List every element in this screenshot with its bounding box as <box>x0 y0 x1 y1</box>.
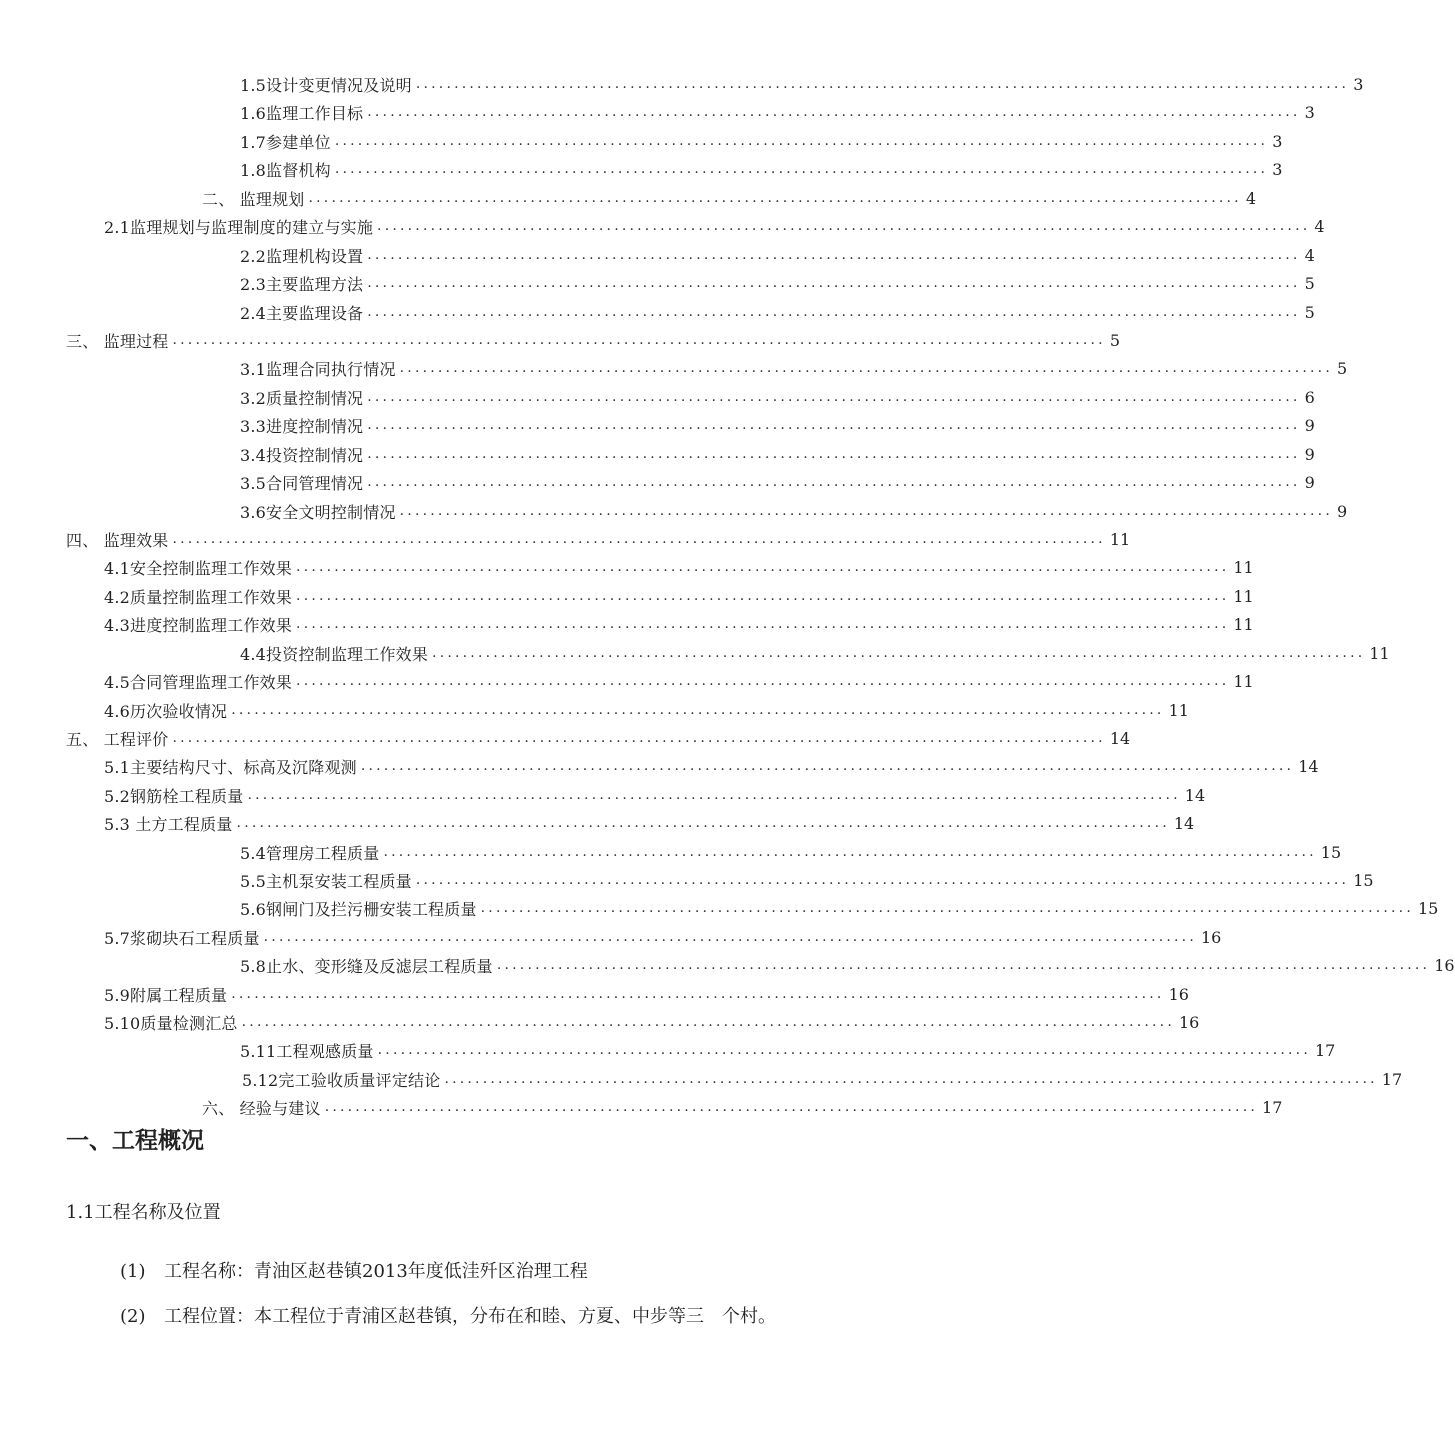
toc-entry-label: 1.6监理工作目标 <box>240 103 364 123</box>
toc-entry[interactable] <box>240 838 1342 866</box>
toc-entry-label: 六、 经验与建议 <box>202 1098 321 1118</box>
toc-dot-leader: .......................................................................................................................... <box>444 1071 1378 1087</box>
toc-entry-label: 5.12完工验收质量评定结论 <box>242 1070 441 1090</box>
toc-entry-page: 11 <box>1233 557 1254 577</box>
toc-entry[interactable] <box>240 894 1439 922</box>
toc-entry-page: 3 <box>1353 74 1364 94</box>
toc-entry[interactable] <box>240 241 1315 269</box>
toc-entry-label: 5.8止水、变形缝及反滤层工程质量 <box>240 956 493 976</box>
toc-dot-leader: .......................................................................................................................... <box>334 161 1269 177</box>
toc-dot-leader: .......................................................................................................................... <box>496 957 1431 973</box>
toc-entry[interactable] <box>240 70 1364 98</box>
toc-entry-label: 1.7参建单位 <box>240 132 331 152</box>
toc-dot-leader: .......................................................................................................................... <box>367 247 1301 263</box>
toc-entry[interactable] <box>240 497 1348 525</box>
toc-entry-label: 3.5合同管理情况 <box>240 473 364 493</box>
toc-dot-leader: .......................................................................................................................... <box>377 218 1311 234</box>
toc-entry-page: 16 <box>1178 1012 1200 1032</box>
toc-dot-leader: .......................................................................................................................... <box>383 844 1317 860</box>
toc-entry[interactable] <box>240 155 1283 183</box>
toc-entry-page: 14 <box>1184 785 1206 805</box>
toc-entry[interactable] <box>240 1036 1336 1064</box>
toc-entry-page: 17 <box>1314 1040 1336 1060</box>
toc-entry-page: 3 <box>1272 131 1283 151</box>
toc-entry-page: 16 <box>1168 984 1189 1004</box>
toc-entry[interactable] <box>66 525 1131 553</box>
toc-entry-label: 5.7浆砌块石工程质量 <box>104 928 260 948</box>
toc-entry-label: 5.1主要结构尺寸、标高及沉降观测 <box>104 757 357 777</box>
toc-dot-leader: .......................................................................................................................... <box>367 275 1301 291</box>
toc-dot-leader: .......................................................................................................................... <box>367 304 1301 320</box>
toc-dot-leader: .......................................................................................................................... <box>415 872 1350 888</box>
toc-entry-page: 15 <box>1320 842 1342 862</box>
toc-dot-leader: .......................................................................................................................... <box>399 503 1333 519</box>
toc-dot-leader: .......................................................................................................................... <box>296 616 1230 632</box>
paragraph-number: (1) <box>120 1261 146 1282</box>
toc-entry[interactable] <box>66 724 1131 752</box>
toc-entry-label: 3.4投资控制情况 <box>240 445 364 465</box>
toc-entry-page: 3 <box>1272 159 1283 179</box>
toc-dot-leader: .......................................................................................................................... <box>377 1042 1311 1058</box>
toc-entry-page: 11 <box>1369 643 1390 663</box>
toc-entry-page: 4 <box>1314 216 1325 236</box>
toc-entry-page: 11 <box>1233 614 1254 634</box>
toc-dot-leader: .......................................................................................................................... <box>480 900 1414 916</box>
toc-entry-page: 17 <box>1262 1097 1283 1117</box>
toc-entry-page: 16 <box>1200 927 1222 947</box>
toc-entry-label: 三、 监理过程 <box>66 331 169 351</box>
toc-entry-page: 5 <box>1336 358 1348 378</box>
paragraph-text: 工程名称：青油区赵巷镇2013年度低洼歼区治理工程 <box>164 1261 588 1282</box>
toc-entry-page: 4 <box>1304 245 1315 265</box>
toc-entry-label: 4.2质量控制监理工作效果 <box>104 587 293 607</box>
toc-entry-label: 二、 监理规划 <box>202 189 305 209</box>
toc-entry-label: 4.4投资控制监理工作效果 <box>240 644 429 664</box>
toc-dot-leader: .......................................................................................................................... <box>247 787 1181 803</box>
toc-entry-label: 5.5主机泵安装工程质量 <box>240 871 412 891</box>
toc-entry[interactable] <box>240 951 1455 979</box>
toc-entry[interactable] <box>240 866 1374 894</box>
toc-entry-page: 11 <box>1233 586 1254 606</box>
toc-entry-page: 16 <box>1434 955 1455 975</box>
toc-entry-label: 5.10质量检测汇总 <box>104 1013 238 1033</box>
toc-entry-label: 1.5设计变更情况及说明 <box>240 75 412 95</box>
section-heading: 一、工程概况 <box>66 1128 204 1154</box>
toc-entry-page: 9 <box>1336 501 1348 521</box>
toc-entry[interactable] <box>104 923 1222 951</box>
toc-entry-label: 3.6安全文明控制情况 <box>240 502 396 522</box>
toc-entry-page: 5 <box>1109 330 1121 350</box>
paragraph-item <box>120 1257 588 1283</box>
toc-entry[interactable] <box>240 354 1348 382</box>
toc-entry[interactable] <box>104 610 1254 638</box>
toc-entry[interactable] <box>66 326 1121 354</box>
toc-entry-label: 2.1监理规划与监理制度的建立与实施 <box>104 217 374 237</box>
toc-entry-label: 四、 监理效果 <box>66 530 169 550</box>
paragraph-item <box>120 1302 776 1328</box>
toc-entry-label: 3.3进度控制情况 <box>240 416 364 436</box>
toc-entry-page: 5 <box>1304 302 1315 322</box>
toc-entry-label: 4.6历次验收情况 <box>104 701 228 721</box>
toc-dot-leader: .......................................................................................................................... <box>367 104 1301 120</box>
toc-dot-leader: .......................................................................................................................... <box>296 588 1230 604</box>
toc-dot-leader: .......................................................................................................................... <box>367 446 1301 462</box>
toc-entry-page: 11 <box>1168 700 1189 720</box>
toc-entry-label: 4.1安全控制监理工作效果 <box>104 558 293 578</box>
toc-entry-page: 9 <box>1304 444 1315 464</box>
toc-entry-label: 5.9附属工程质量 <box>104 985 228 1005</box>
toc-entry-page: 15 <box>1353 870 1374 890</box>
toc-entry[interactable] <box>104 781 1206 809</box>
toc-entry[interactable] <box>104 553 1254 581</box>
toc-entry[interactable] <box>240 411 1315 439</box>
toc-dot-leader: .......................................................................................................................... <box>263 929 1197 945</box>
toc-entry-page: 11 <box>1233 671 1254 691</box>
toc-dot-leader: .......................................................................................................................... <box>367 417 1301 433</box>
toc-entry-page: 9 <box>1304 415 1315 435</box>
toc-entry[interactable] <box>240 383 1315 411</box>
toc-entry[interactable] <box>240 440 1315 468</box>
toc-entry[interactable] <box>242 1065 1403 1093</box>
toc-dot-leader: .......................................................................................................................... <box>296 673 1230 689</box>
toc-entry[interactable] <box>104 1008 1200 1036</box>
toc-entry-page: 14 <box>1109 728 1131 748</box>
toc-entry[interactable] <box>202 184 1257 212</box>
toc-entry-label: 5.11工程观感质量 <box>240 1041 374 1061</box>
toc-dot-leader: .......................................................................................................................... <box>308 190 1242 206</box>
toc-entry-page: 14 <box>1173 813 1195 833</box>
toc-entry-label: 2.2监理机构设置 <box>240 246 364 266</box>
toc-entry[interactable] <box>240 98 1315 126</box>
toc-entry-page: 11 <box>1109 529 1131 549</box>
toc-dot-leader: .......................................................................................................................... <box>399 360 1333 376</box>
toc-entry[interactable] <box>104 752 1319 780</box>
toc-entry[interactable] <box>104 980 1189 1008</box>
toc-entry[interactable] <box>104 696 1189 724</box>
toc-dot-leader: .......................................................................................................................... <box>241 1014 1175 1030</box>
toc-dot-leader: .......................................................................................................................... <box>415 76 1350 92</box>
toc-entry[interactable] <box>104 667 1254 695</box>
toc-entry[interactable] <box>104 212 1325 240</box>
toc-entry-label: 5.6钢闸门及拦污栅安装工程质量 <box>240 899 477 919</box>
toc-dot-leader: .......................................................................................................................... <box>296 559 1230 575</box>
toc-entry-page: 14 <box>1298 756 1319 776</box>
toc-entry-label: 2.3主要监理方法 <box>240 274 364 294</box>
toc-dot-leader: .......................................................................................................................... <box>367 474 1301 490</box>
toc-entry[interactable] <box>240 639 1390 667</box>
toc-entry[interactable] <box>240 127 1283 155</box>
toc-dot-leader: .......................................................................................................................... <box>324 1099 1259 1115</box>
toc-entry[interactable] <box>104 582 1254 610</box>
paragraph-text: 工程位置：本工程位于青浦区赵巷镇，分布在和睦、方夏、中步等三 个村。 <box>164 1306 776 1327</box>
toc-entry-label: 4.3进度控制监理工作效果 <box>104 615 293 635</box>
toc-entry-page: 9 <box>1304 472 1315 492</box>
toc-entry-label: 4.5合同管理监理工作效果 <box>104 672 293 692</box>
toc-entry-label: 1.8监督机构 <box>240 160 331 180</box>
toc-dot-leader: .......................................................................................................................... <box>236 815 1170 831</box>
toc-entry-page: 3 <box>1304 102 1315 122</box>
toc-entry[interactable] <box>240 298 1315 326</box>
toc-dot-leader: .......................................................................................................................... <box>334 133 1269 149</box>
toc-entry-page: 17 <box>1381 1069 1403 1089</box>
toc-entry-label: 2.4主要监理设备 <box>240 303 364 323</box>
toc-dot-leader: .......................................................................................................................... <box>172 531 1106 547</box>
toc-dot-leader: .......................................................................................................................... <box>367 389 1301 405</box>
paragraph-number: (2) <box>120 1306 146 1327</box>
toc-entry-label: 5.3 土方工程质量 <box>104 814 233 834</box>
toc-entry[interactable] <box>240 269 1315 297</box>
toc-dot-leader: .......................................................................................................................... <box>231 702 1165 718</box>
toc-entry[interactable] <box>240 468 1315 496</box>
toc-dot-leader: .......................................................................................................................... <box>172 730 1106 746</box>
toc-entry-page: 5 <box>1304 273 1315 293</box>
toc-entry[interactable] <box>104 809 1195 837</box>
toc-dot-leader: .......................................................................................................................... <box>432 645 1366 661</box>
toc-dot-leader: .......................................................................................................................... <box>172 332 1106 348</box>
toc-dot-leader: .......................................................................................................................... <box>231 986 1165 1002</box>
toc-entry-label: 五、 工程评价 <box>66 729 169 749</box>
toc-entry-label: 5.2钢筋栓工程质量 <box>104 786 244 806</box>
toc-entry[interactable] <box>202 1093 1283 1121</box>
toc-entry-label: 3.2质量控制情况 <box>240 388 364 408</box>
toc-entry-page: 15 <box>1417 898 1439 918</box>
toc-entry-page: 6 <box>1304 387 1315 407</box>
toc-entry-label: 5.4管理房工程质量 <box>240 843 380 863</box>
toc-entry-page: 4 <box>1245 188 1257 208</box>
toc-dot-leader: .......................................................................................................................... <box>360 758 1295 774</box>
subsection-heading: 1.1工程名称及位置 <box>66 1202 221 1223</box>
toc-entry-label: 3.1监理合同执行情况 <box>240 359 396 379</box>
